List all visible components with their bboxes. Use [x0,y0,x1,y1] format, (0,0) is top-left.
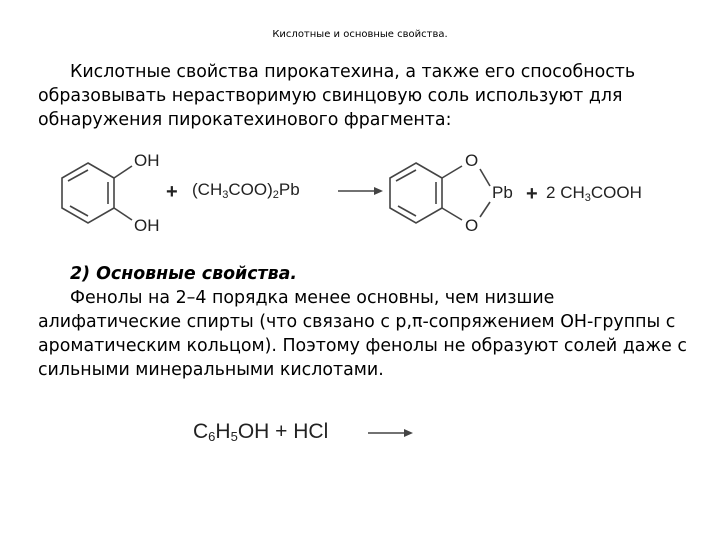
phenol-hcl-formula: $C_6H_5OH$ + HCl [193,420,329,444]
paragraph-acid-text: Кислотные свойства пирокатехина, а также его способность образовывать нерастворимую свинцовую соль используют для обнаружения пирокатехинового фрагмента: [38,62,636,130]
product-o-top: O [465,151,479,170]
slide-title: Кислотные и основные свойства. [272,29,448,40]
catechol-ring [58,160,138,230]
lead-acetate-formula: $(CH_3COO)_2Pb$ [192,180,300,201]
reaction-arrow-2 [368,427,414,439]
paragraph-basic-text: Фенолы на 2–4 порядка менее основны, чем низшие алифатические спирты (что связано с p,π-сопряжением OH-группы с ароматическим кольцом). Поэтому фенолы не образуют солей даже с сильными минеральными кислотами. [38,288,687,380]
plus-sign-2: + [526,183,538,205]
acetic-acid-formula: 2 $CH_3COOH$ [546,183,642,204]
reaction-arrow-1 [338,185,384,197]
plus-sign-1: + [166,181,178,203]
section-heading-basic: 2) Основные свойства. [70,264,297,284]
product-pb: Pb [492,183,513,202]
product-o-bottom: O [465,216,479,235]
lead-catecholate-ring [386,160,496,230]
paragraph-acid-properties [38,60,688,132]
paragraph-basic-properties [38,262,688,382]
reactant-oh-bottom: OH [134,216,160,235]
reactant-oh-top: OH [134,151,160,170]
